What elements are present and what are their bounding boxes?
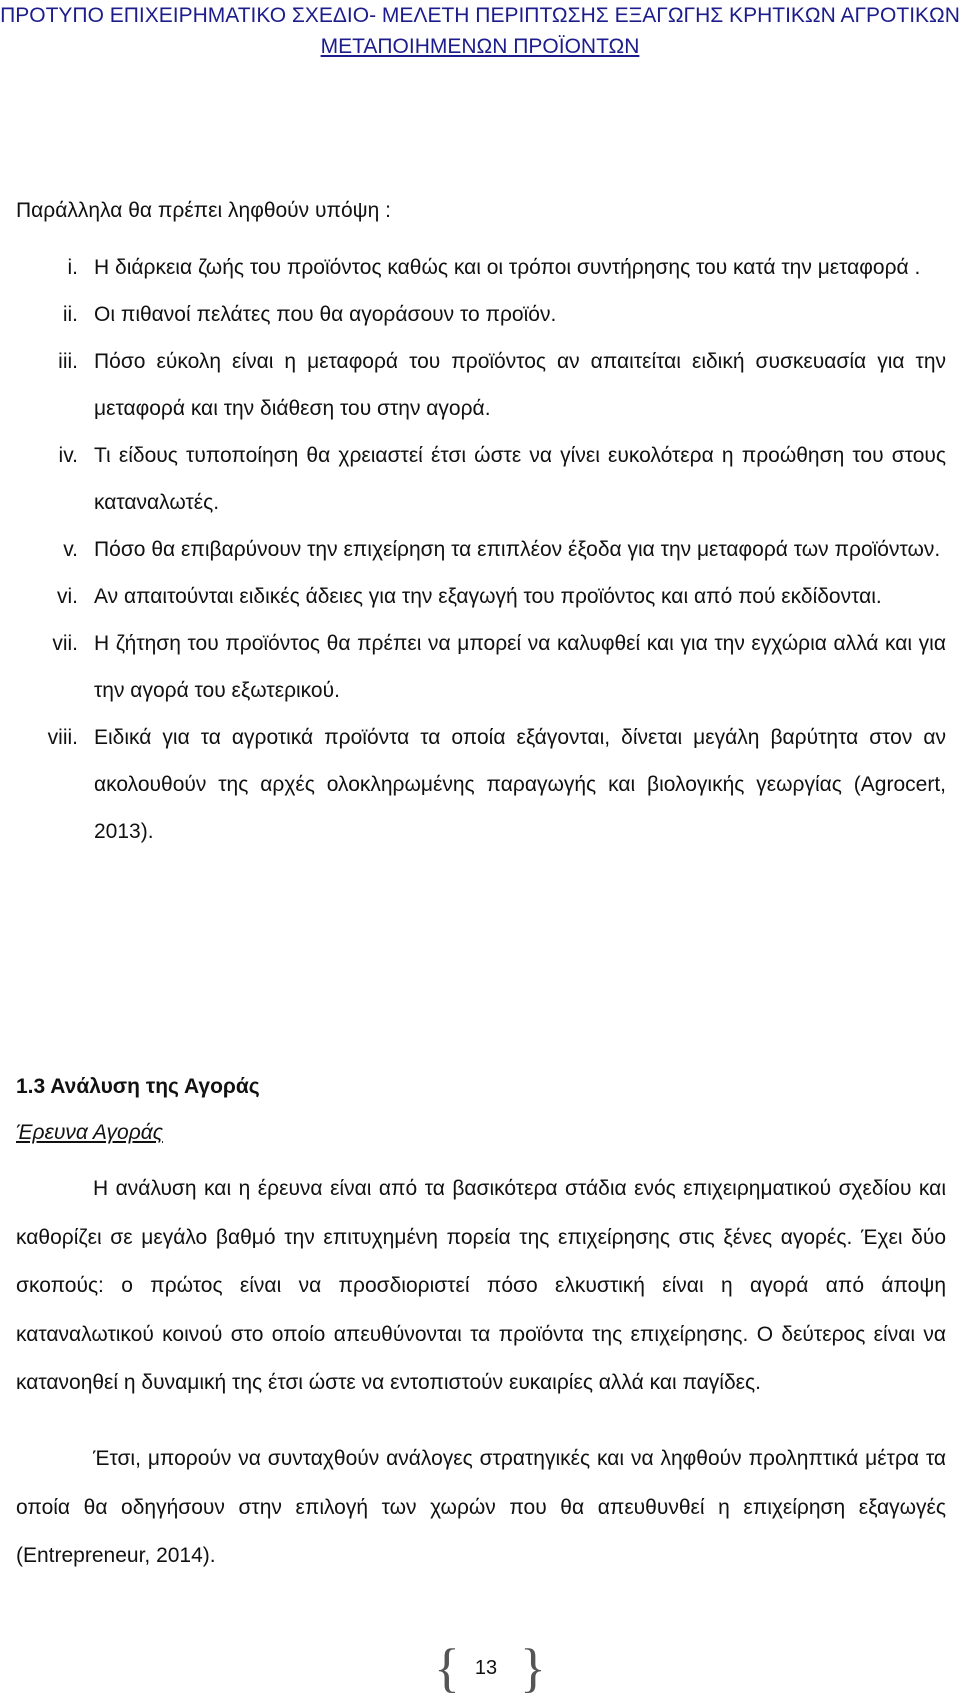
list-item: [16, 432, 946, 526]
page-number: 13: [474, 1657, 498, 1679]
header-title-line2: ΜΕΤΑΠΟΙΗΜΕΝΩΝ ΠΡΟΪΟΝΤΩΝ: [320, 35, 640, 58]
list-item-text: Η ζήτηση του προϊόντος θα πρέπει να μπορεί να καλυφθεί και για την εγχώρια αλλά και για την αγορά του εξωτερικού.: [94, 632, 946, 702]
left-brace-decoration: {: [434, 1638, 460, 1698]
list-item: [16, 244, 946, 291]
list-item: [16, 338, 946, 432]
body-paragraph: Η ανάλυση και η έρευνα είναι από τα βασικότερα στάδια ενός επιχειρηματικού σχεδίου και καθορίζει σε μεγάλο βαθμό την επιτυχημένη πορεία της επιχείρησης στις ξένες αγορές. Έχει δύο σκοπούς: ο πρώτος είναι να προσδιοριστεί πόσο ελκυστική είναι η αγορά από άποψη καταναλωτικού κοινού στο οποίο απευθύνονται τα προϊόντα της επιχείρησης. Ο δεύτερος είναι να κατανοηθεί η δυναμική της έτσι ώστε να εντοπιστούν ευκαιρίες αλλά και παγίδες.: [16, 1177, 946, 1394]
list-item-number: v.: [63, 538, 78, 561]
body-paragraph: Έτσι, μπορούν να συνταχθούν ανάλογες στρατηγικές και να ληφθούν προληπτικά μέτρα τα οποία θα οδηγήσουν στην επιλογή των χωρών που θα απευθυνθεί η επιχείρηση εξαγωγές (Entrepreneur, 2014).: [16, 1447, 946, 1567]
list-item-text: Οι πιθανοί πελάτες που θα αγοράσουν το προϊόν.: [94, 303, 557, 326]
list-item-number: iv.: [58, 444, 78, 467]
list-item-number: vii.: [52, 632, 78, 655]
list-item-text: Ειδικά για τα αγροτικά προϊόντα τα οποία εξάγονται, δίνεται μεγάλη βαρύτητα στον αν ακολουθούν της αρχές ολοκληρωμένης παραγωγής και βιολογικής γεωργίας (Agrocert, 2013).: [94, 726, 946, 843]
list-item-text: Πόσο θα επιβαρύνουν την επιχείρηση τα επιπλέον έξοδα για την μεταφορά των προϊόντων.: [94, 538, 941, 561]
section-title: 1.3 Ανάλυση της Αγοράς: [16, 1075, 260, 1098]
list-item-number: vi.: [57, 585, 78, 608]
right-brace-decoration: }: [520, 1638, 546, 1698]
list-item: [16, 526, 946, 573]
list-item-number: i.: [67, 256, 78, 279]
list-item-text: Η διάρκεια ζωής του προϊόντος καθώς και οι τρόποι συντήρησης του κατά την μεταφορά .: [94, 256, 921, 279]
page-header: [0, 0, 960, 62]
subsection-title: Έρευνα Αγοράς: [16, 1121, 163, 1144]
list-item-text: Αν απαιτούνται ειδικές άδειες για την εξαγωγή του προϊόντος και από πού εκδίδονται.: [94, 585, 882, 608]
list-item: [16, 714, 946, 855]
list-item-number: iii.: [58, 350, 78, 373]
considerations-list: [16, 244, 946, 855]
list-item-number: ii.: [62, 303, 78, 326]
intro-text: Παράλληλα θα πρέπει ληφθούν υπόψη :: [16, 199, 391, 222]
list-item-text: Πόσο εύκολη είναι η μεταφορά του προϊόντος αν απαιτείται ειδική συσκευασία για την μεταφορά και την διάθεση του στην αγορά.: [94, 350, 946, 420]
page-footer: [0, 1638, 960, 1698]
list-item: [16, 620, 946, 714]
list-item: [16, 291, 946, 338]
list-item: [16, 573, 946, 620]
list-item-number: viii.: [47, 726, 78, 749]
list-item-text: Τι είδους τυποποίηση θα χρειαστεί έτσι ώστε να γίνει ευκολότερα η προώθηση του στους καταναλωτές.: [94, 444, 946, 514]
header-title-line1: ΠΡΟΤΥΠΟ ΕΠΙΧΕΙΡΗΜΑΤΙΚΟ ΣΧΕΔΙΟ- ΜΕΛΕΤΗ ΠΕΡΙΠΤΩΣΗΣ ΕΞΑΓΩΓΗΣ ΚΡΗΤΙΚΩΝ ΑΓΡΟΤΙΚΩΝ: [0, 4, 960, 27]
